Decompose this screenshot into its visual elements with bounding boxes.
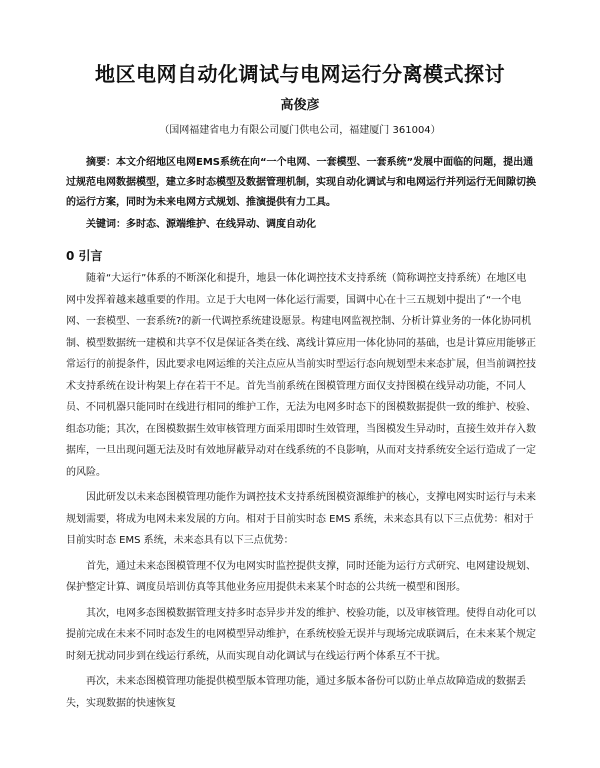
- author-name: 高俊彦: [280, 98, 320, 113]
- paragraph: 因此研发以未来态图模管理功能作为调控技术支持系统图模资源维护的核心，支撑电网实时运行与未来规划需要，将成为电网未来发展的方向。相对于目前实时态 EMS 系统，未来态具有以下三点优势：相对于目前实时态 EMS 系统，未来态具有以下三点优势：: [66, 492, 536, 546]
- keywords-text: 多时态、源端维护、在线异动、调度自动化: [126, 219, 316, 230]
- section-heading-introduction: 0 引言: [66, 249, 103, 263]
- abstract: [66, 153, 536, 213]
- paragraph: 首先，通过未来态图模管理不仅为电网实时监控提供支撑，同时还能为运行方式研究、电网建设规划、保护整定计算、调度员培训仿真等其他业务应用提供未来某个时态的公共统一模型和图形。: [66, 560, 536, 593]
- author-affiliation: （国网福建省电力有限公司厦门供电公司，福建厦门 361004）: [159, 125, 441, 136]
- keywords: [86, 216, 536, 234]
- paragraph: 随着“大运行”体系的不断深化和提升，地县一体化调控技术支持系统（简称调控支持系统）在地区电网中发挥着越来越重要的作用。立足于大电网一体化运行需要，国调中心在十三五规划中提出了“一个电网、一套模型、一套系统?的新一代调控系统建设愿景。构建电网监视控制、分析计算业务的一体化协同机制、模型数据统一建模和共享不仅是保证各类在线、离线计算应用一体化协同的基础，也是计算应用能够正常运行的前提条件，因此要求电网运维的关注点应从当前实时型运行态向规划型未来态扩展，但当前调控技术支持系统在设计构架上存在若干不足。首先当前系统在图模管理方面仅支持图模在线异动功能，不同人员、不同机器只能同时在线进行相同的维护工作，无法为电网多时态下的图模数据提供一致的维护、校验、组态功能；其次，在图模数据生效审核管理方面采用即时生效管理，当图模发生异动时，直接生效并存入数据库，一旦出现问题无法及时有效地屏蔽异动对在线系统的不良影响，从而对支持系统安全运行造成了一定的风险。: [66, 273, 536, 478]
- paper-title: 地区电网自动化调试与电网运行分离模式探讨: [95, 62, 505, 86]
- body-text: [66, 268, 536, 718]
- paragraph: 再次，未来态图模管理功能提供模型版本管理功能，通过多版本备份可以防止单点故障造成的数据丢失，实现数据的快速恢复: [66, 676, 526, 709]
- keywords-label: 关键词：: [86, 219, 126, 230]
- abstract-text: 本文介绍地区电网EMS系统在向“一个电网、一套模型、一套系统”发展中面临的问题，提出通过规范电网数据模型，建立多时态模型及数据管理机制，实现自动化调试与和电网运行并列运行无间隙切换的运行方案，同时为未来电网方式规划、推演提供有力工具。: [66, 157, 536, 208]
- abstract-label: 摘要：: [86, 157, 116, 168]
- paragraph: 其次，电网多态图模数据管理支持多时态异步并发的维护、校验功能，以及审核管理。使得自动化可以提前完成在未来不同时态发生的电网模型异动维护，在系统校验无误并与现场完成联调后，在未来某个规定时刻无扰动同步到在线运行系统，从而实现自动化调试与在线运行两个体系互不干扰。: [66, 607, 536, 662]
